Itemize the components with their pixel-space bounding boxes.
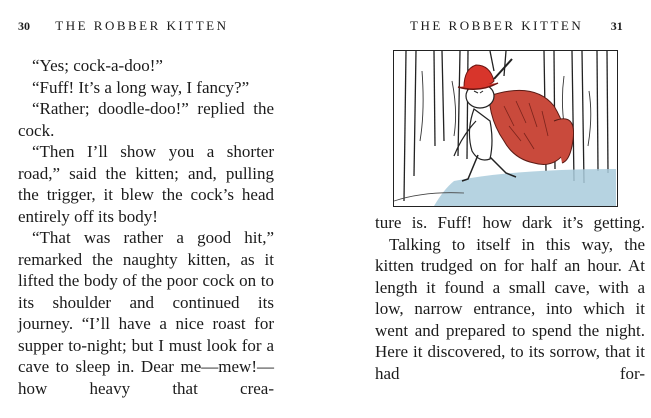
paragraph: ture is. Fuff! how dark it’s getting. [375, 213, 645, 232]
right-page [355, 0, 651, 418]
left-page-number: 30 [18, 19, 30, 33]
left-page-body [18, 55, 274, 399]
paragraph: “Fuff! It’s a long way, I fancy?” [32, 77, 250, 97]
kitten-illustration [393, 50, 618, 207]
forest-scene-image [394, 51, 617, 206]
paragraph: “Yes; cock-a-doo!” [32, 56, 163, 75]
paragraph: “Rather; doodle-doo!” replied the cock. [18, 99, 274, 140]
left-page [0, 0, 300, 418]
left-page-header [18, 18, 228, 34]
paragraph: Talking to itself in this way, the kitten trudged on for half an hour. At length it found a small cave, with a low, narrow entrance, into which it went and prepared to spend the night. Here it discovered, to its sorrow, that it had for- [375, 234, 645, 383]
paragraph: “That was rather a good hit,” remarked the naughty kitten, as it lifted the body of the poor cock on to its shoulder and continued its journey. “I’ll have a nice roast for supper to-night; but I must look for a cave to sleep in. Dear me—mew!—how heavy that crea- [18, 228, 274, 398]
paragraph: “Then I’ll show you a shorter road,” said the kitten; and, pulling the trigger, it blew the cock’s head entirely off its body! [18, 142, 274, 226]
left-running-head: THE ROBBER KITTEN [55, 18, 229, 33]
right-running-head: THE ROBBER KITTEN [410, 18, 584, 33]
right-page-body [375, 212, 645, 384]
right-page-number: 31 [610, 19, 623, 33]
right-page-header [410, 18, 623, 34]
